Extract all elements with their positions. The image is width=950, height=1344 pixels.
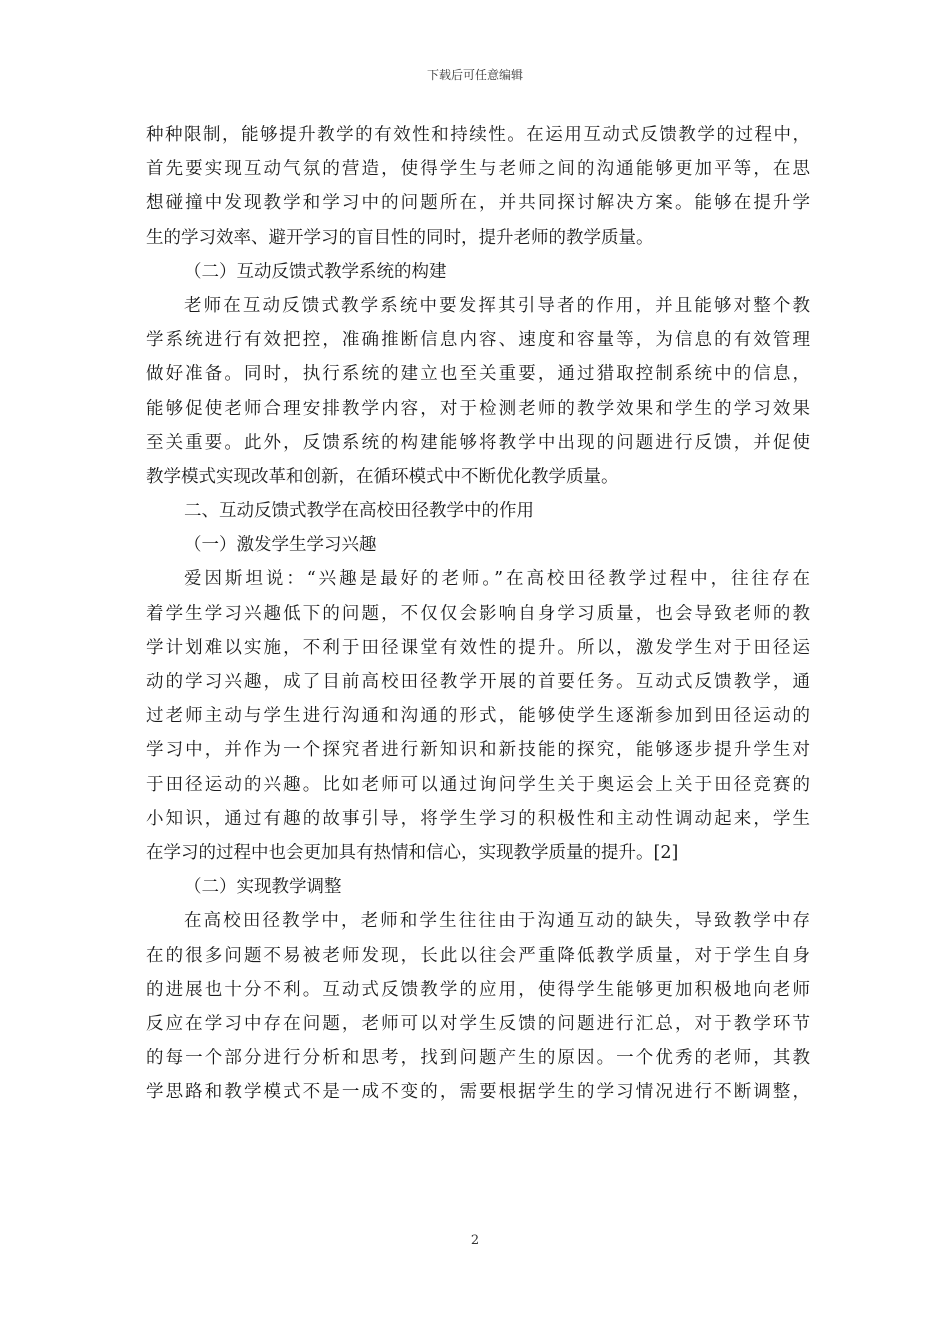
text-line: 过老师主动与学生进行沟通和沟通的形式，能够使学生逐渐参加到田径运动的: [146, 706, 810, 727]
text-line: 爱因斯坦说：“兴趣是最好的老师。”在高校田径教学过程中，往往存在: [184, 569, 810, 590]
text-line: 在的很多问题不易被老师发现，长此以往会严重降低教学质量，对于学生自身: [146, 945, 810, 966]
text-line: 小知识，通过有趣的故事引导，将学生学习的积极性和主动性调动起来，学生: [146, 808, 810, 829]
section-heading: （二）实现教学调整: [184, 877, 342, 898]
text-line: 的进展也十分不利。互动式反馈教学的应用，使得学生能够更加积极地向老师: [146, 979, 810, 1000]
text-line: 老师在互动反馈式教学系统中要发挥其引导者的作用，并且能够对整个教: [184, 295, 810, 316]
text-line: 学习中，并作为一个探究者进行新知识和新技能的探究，能够逐步提升学生对: [146, 740, 810, 761]
text-line: 在高校田径教学中，老师和学生往往由于沟通互动的缺失，导致教学中存: [184, 911, 810, 932]
text-line: 的每一个部分进行分析和思考，找到问题产生的原因。一个优秀的老师，其教: [146, 1048, 810, 1069]
text-line: 在学习的过程中也会更加具有热情和信心，实现教学质量的提升。[2]: [146, 842, 679, 863]
page-number: 2: [470, 1233, 480, 1248]
section-heading: （二）互动反馈式教学系统的构建: [184, 261, 447, 282]
text-line: 教学模式实现改革和创新，在循环模式中不断优化教学质量。: [146, 466, 619, 487]
document-body: [146, 118, 810, 1109]
text-line: 至关重要。此外，反馈系统的构建能够将教学中出现的问题进行反馈，并促使: [146, 432, 810, 453]
text-line: 学计划难以实施，不利于田径课堂有效性的提升。所以，激发学生对于田径运: [146, 637, 810, 658]
text-line: 能够促使老师合理安排教学内容，对于检测老师的教学效果和学生的学习效果: [146, 398, 810, 419]
text-line: 动的学习兴趣，成了目前高校田径教学开展的首要任务。互动式反馈教学，通: [146, 672, 810, 692]
text-line: 于田径运动的兴趣。比如老师可以通过询问学生关于奥运会上关于田径竞赛的: [146, 774, 810, 795]
text-line: 学思路和教学模式不是一成不变的，需要根据学生的学习情况进行不断调整，: [146, 1082, 810, 1103]
text-line: 首先要实现互动气氛的营造，使得学生与老师之间的沟通能够更加平等，在思: [146, 159, 810, 180]
section-heading: （一）激发学生学习兴趣: [184, 535, 377, 556]
text-line: 想碰撞中发现教学和学习中的问题所在，并共同探讨解决方案。能够在提升学: [146, 193, 810, 214]
text-line: 做好准备。同时，执行系统的建立也至关重要，通过猎取控制系统中的信息，: [146, 364, 810, 385]
text-line: 种种限制，能够提升教学的有效性和持续性。在运用互动式反馈教学的过程中，: [146, 125, 810, 145]
text-line: 反应在学习中存在问题，老师可以对学生反馈的问题进行汇总，对于教学环节: [146, 1013, 810, 1034]
section-heading: 二、互动反馈式教学在高校田径教学中的作用: [184, 501, 534, 522]
text-line: 着学生学习兴趣低下的问题，不仅仅会影响自身学习质量，也会导致老师的教: [146, 603, 810, 624]
text-line: 学系统进行有效把控，准确推断信息内容、速度和容量等，为信息的有效管理: [146, 330, 810, 351]
text-line: 生的学习效率、避开学习的盲目性的同时，提升老师的教学质量。: [146, 227, 654, 248]
page-header: 下载后可任意编辑: [426, 68, 523, 82]
